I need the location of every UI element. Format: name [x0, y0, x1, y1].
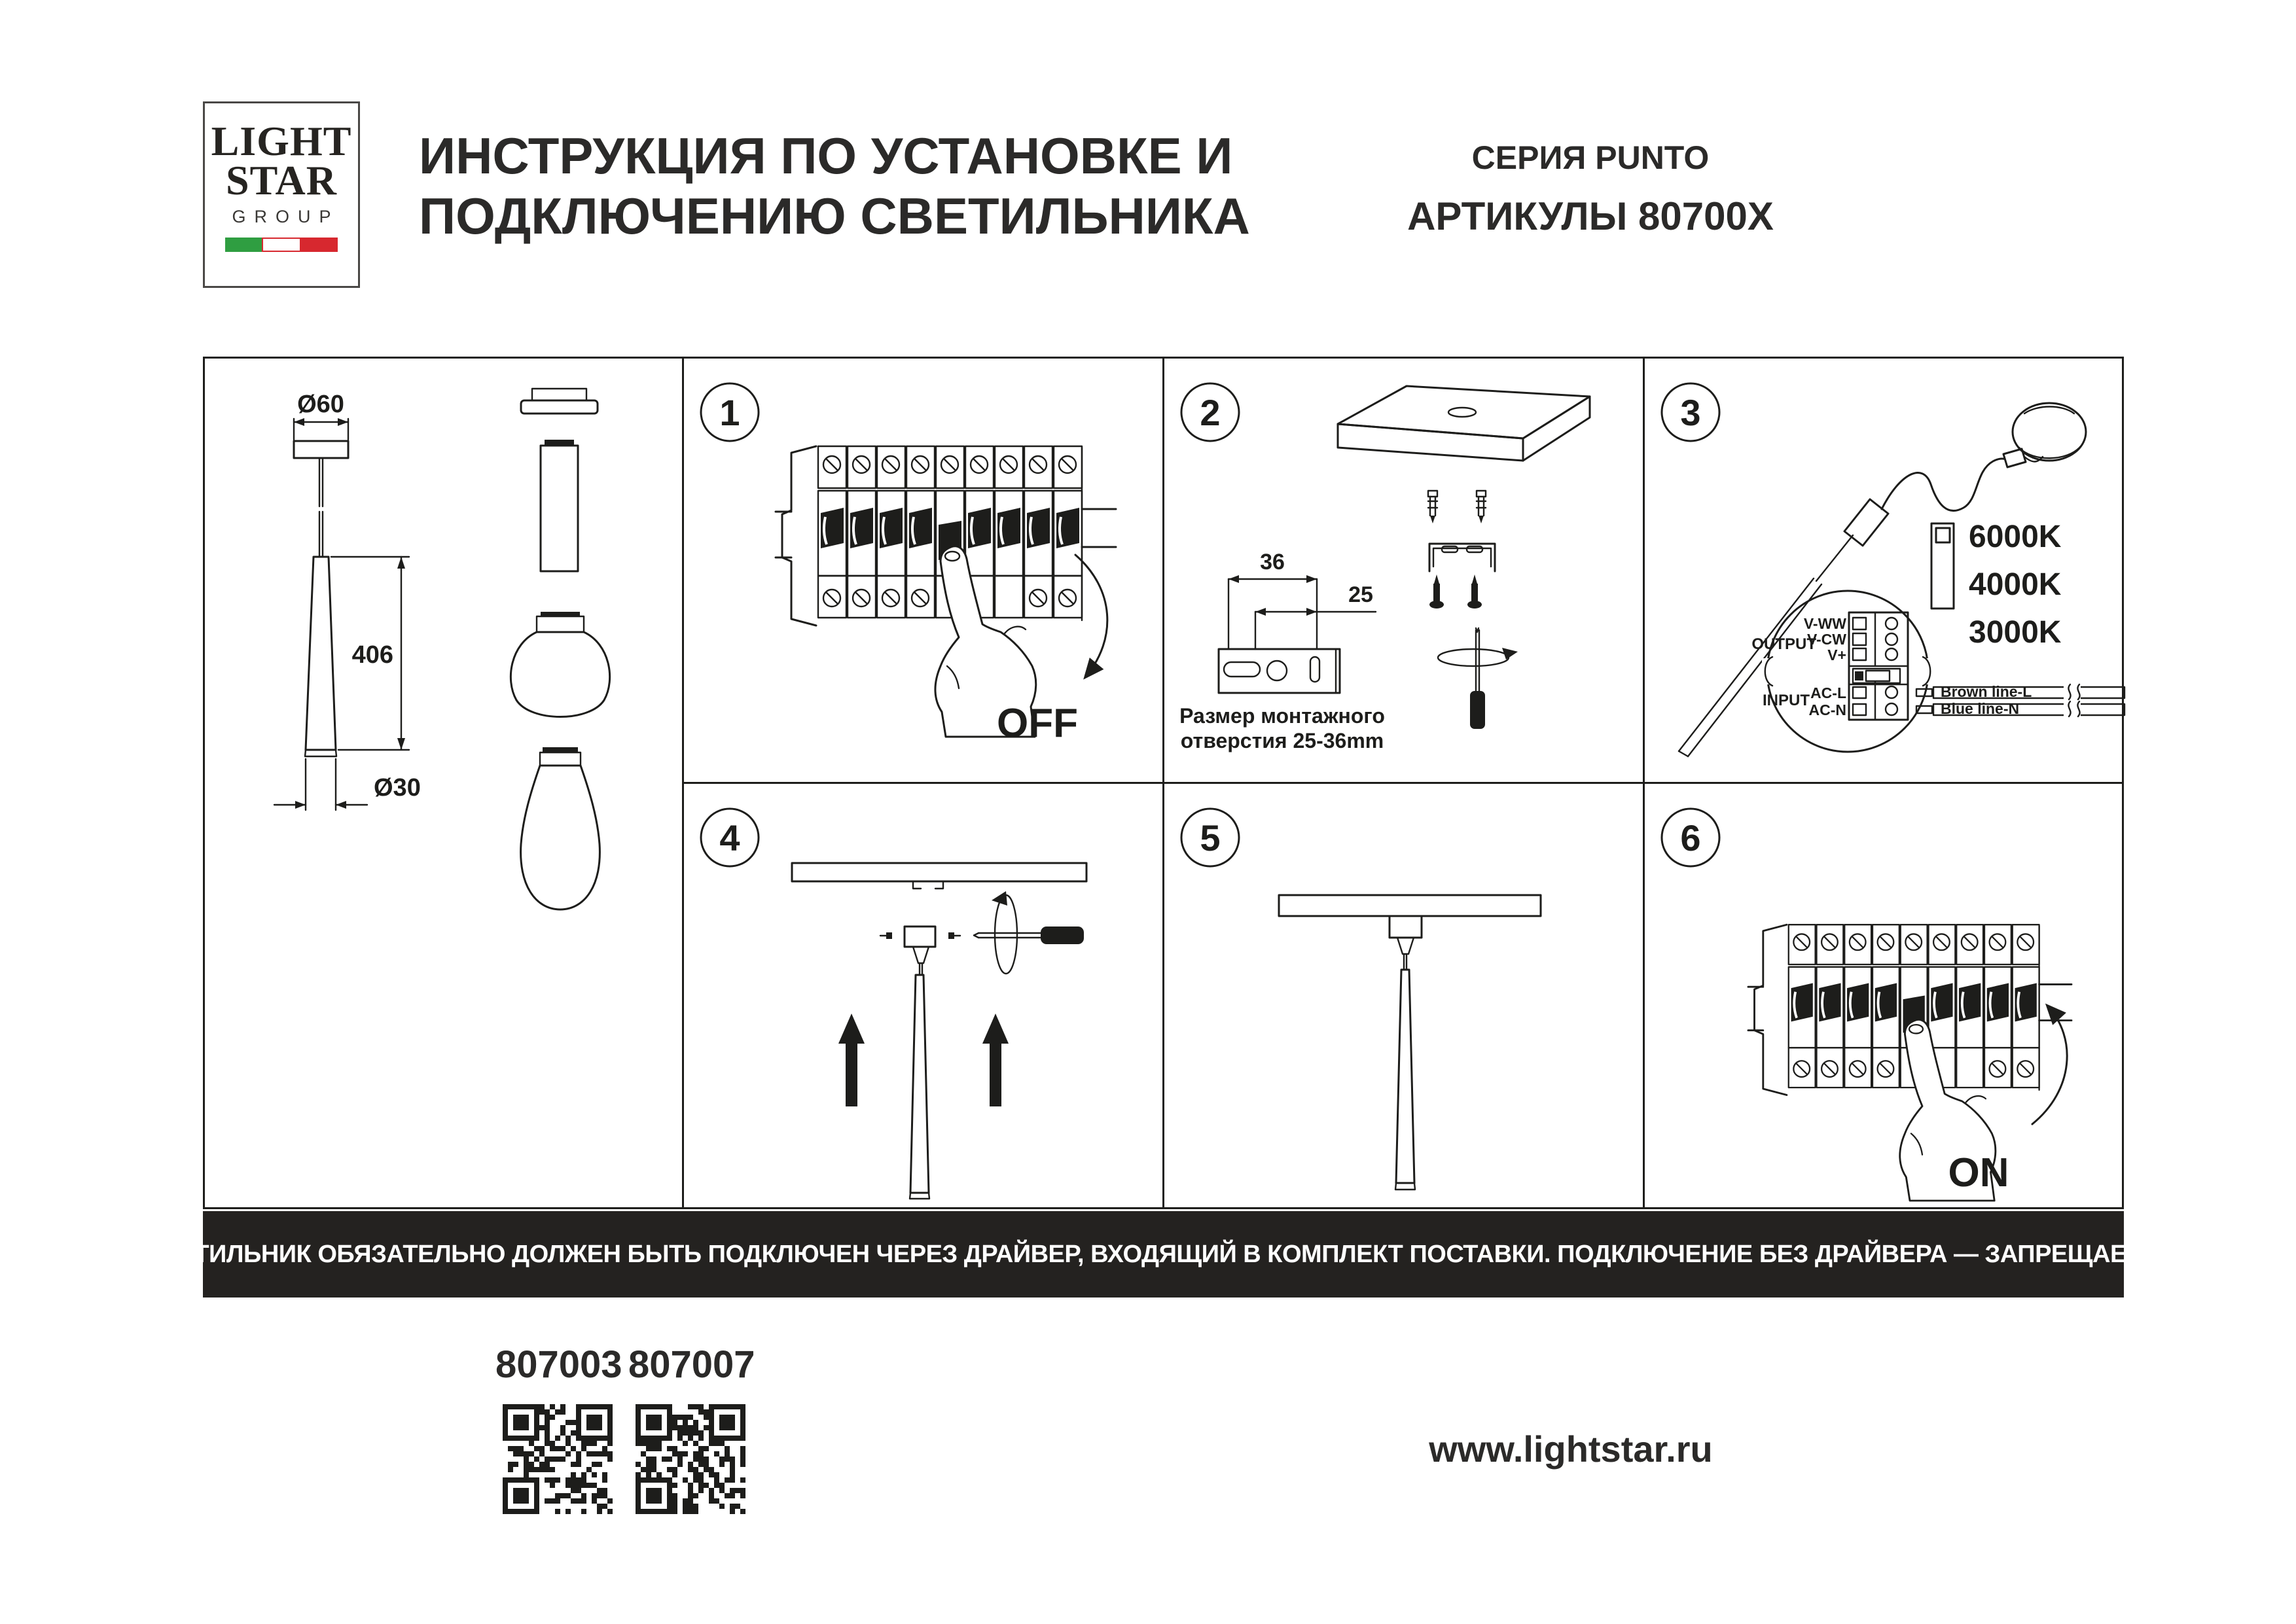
- title-line-1: ИНСТРУКЦИЯ ПО УСТАНОВКЕ И: [419, 127, 1233, 185]
- screws: [1429, 574, 1482, 609]
- pendant-side-view: [274, 391, 421, 810]
- temp-3000k: 3000K: [1969, 615, 2062, 650]
- dim-36: 36: [1260, 550, 1285, 574]
- series-name: СЕРИЯ PUNTO: [1471, 139, 1710, 176]
- accessory-parts: [511, 389, 609, 909]
- step-number: 5: [1200, 817, 1221, 858]
- hole-size-caption-2: отверстия 25-36mm: [1180, 729, 1384, 752]
- circuit-breaker-hand-illustration: [776, 446, 1116, 737]
- ceiling-hooks: [913, 881, 943, 889]
- driver-wiring-diagram: [1751, 591, 2125, 752]
- product-dimensions-drawing: [205, 359, 682, 1207]
- driver-disc: [2013, 403, 2086, 461]
- panel-step-4: [684, 784, 1162, 1207]
- terminal-acl: AC-L: [1810, 684, 1846, 701]
- panel-step-1: [684, 359, 1162, 782]
- terminal-vcw: V-CW: [1806, 631, 1846, 648]
- color-temp-switch: [1931, 523, 1954, 609]
- mounting-bracket: [1429, 544, 1495, 571]
- article-number-right: 807007: [628, 1343, 755, 1386]
- part-drop-shade: [521, 766, 600, 909]
- ceiling: [792, 863, 1086, 881]
- dim-bottom-diameter: Ø30: [374, 774, 421, 802]
- part-sphere-neck: [537, 616, 584, 632]
- series-info: [1401, 139, 1780, 239]
- wire-blue-label: Blue line-N: [1941, 700, 2020, 717]
- title-line-2: ПОДКЛЮЧЕНИЮ СВЕТИЛЬНИКА: [419, 187, 1250, 245]
- italy-flag-icon: [225, 238, 338, 252]
- panel-product-overview: [205, 359, 682, 1207]
- panel-step-2: [1164, 359, 1643, 782]
- page-title: [419, 126, 1250, 246]
- instruction-grid: [203, 357, 2124, 1209]
- panel-step-5: [1164, 784, 1643, 1207]
- lamp-being-mounted: [880, 927, 960, 1199]
- on-label: ON: [1948, 1150, 2009, 1195]
- arrow-up-icon: [982, 1014, 1009, 1106]
- off-label: OFF: [997, 701, 1078, 746]
- warning-banner: [142, 1211, 2185, 1297]
- article-number-left: 807003: [495, 1343, 622, 1386]
- part-threaded-ring: [532, 389, 586, 400]
- logo-star: STAR: [226, 157, 337, 203]
- qr-code-807007: [632, 1400, 749, 1518]
- terminal-acn: AC-N: [1808, 701, 1846, 718]
- mains-wires: [1916, 683, 2125, 718]
- arrow-up-icon: [2032, 1006, 2067, 1124]
- output-label: OUTPUT: [1751, 635, 1816, 653]
- terminal-vplus: V+: [1827, 646, 1846, 663]
- installed-lamp: [1390, 916, 1422, 1190]
- arrow-up-icon: [838, 1014, 865, 1106]
- warning-text: СВЕТИЛЬНИК ОБЯЗАТЕЛЬНО ДОЛЖЕН БЫТЬ ПОДКЛЮЧЕН ЧЕРЕЗ ДРАЙВЕР, ВХОДЯЩИЙ В КОМПЛЕКТ ПОСТАВКИ. ПОДКЛЮЧЕНИЕ БЕЗ ДРАЙВЕРА — ЗАПРЕЩАЕТСЯ!: [142, 1240, 2185, 1268]
- wall-anchors: [1428, 491, 1486, 523]
- rotate-arrow-icon: [1502, 648, 1518, 660]
- circuit-breaker-hand-illustration: [1748, 925, 2072, 1201]
- step-number: 1: [719, 392, 740, 433]
- arrow-down-icon: [1075, 555, 1107, 677]
- part-drop-neck: [540, 752, 581, 766]
- dim-top-diameter: Ø60: [297, 391, 344, 418]
- part-cylinder-shade: [541, 446, 578, 571]
- series-articles: АРТИКУЛЫ 80700X: [1407, 194, 1774, 238]
- qr-code-807003: [499, 1400, 617, 1518]
- lightstar-logo: [203, 101, 360, 288]
- ceiling-plate-3d: [1338, 386, 1590, 461]
- step-number: 3: [1680, 392, 1701, 433]
- logo-group: GROUP: [232, 207, 340, 226]
- wire-brown-label: Brown line-L: [1941, 683, 2032, 700]
- screwdriver-rotation: [974, 891, 1084, 974]
- logo-light: LIGHT: [211, 118, 352, 164]
- mounting-hole-dimensions: [1219, 550, 1376, 693]
- step-number: 6: [1680, 817, 1701, 858]
- website-url: www.lightstar.ru: [1429, 1428, 1713, 1470]
- part-sphere-shade: [511, 632, 609, 717]
- step-number: 2: [1200, 392, 1221, 433]
- temp-4000k: 4000K: [1969, 567, 2062, 602]
- ceiling: [1279, 895, 1541, 916]
- step-number: 4: [719, 817, 740, 858]
- panel-step-3: [1645, 359, 2122, 782]
- dim-25: 25: [1348, 582, 1373, 607]
- dim-length: 406: [351, 641, 393, 669]
- temp-6000k: 6000K: [1969, 520, 2062, 554]
- terminal-block: [1849, 612, 1908, 720]
- panel-step-6: [1645, 784, 2122, 1207]
- hole-size-caption-1: Размер монтажного: [1179, 704, 1385, 728]
- input-label: INPUT: [1763, 692, 1810, 709]
- screwdriver-rotation: [1438, 628, 1518, 729]
- terminal-vww: V-WW: [1803, 615, 1846, 632]
